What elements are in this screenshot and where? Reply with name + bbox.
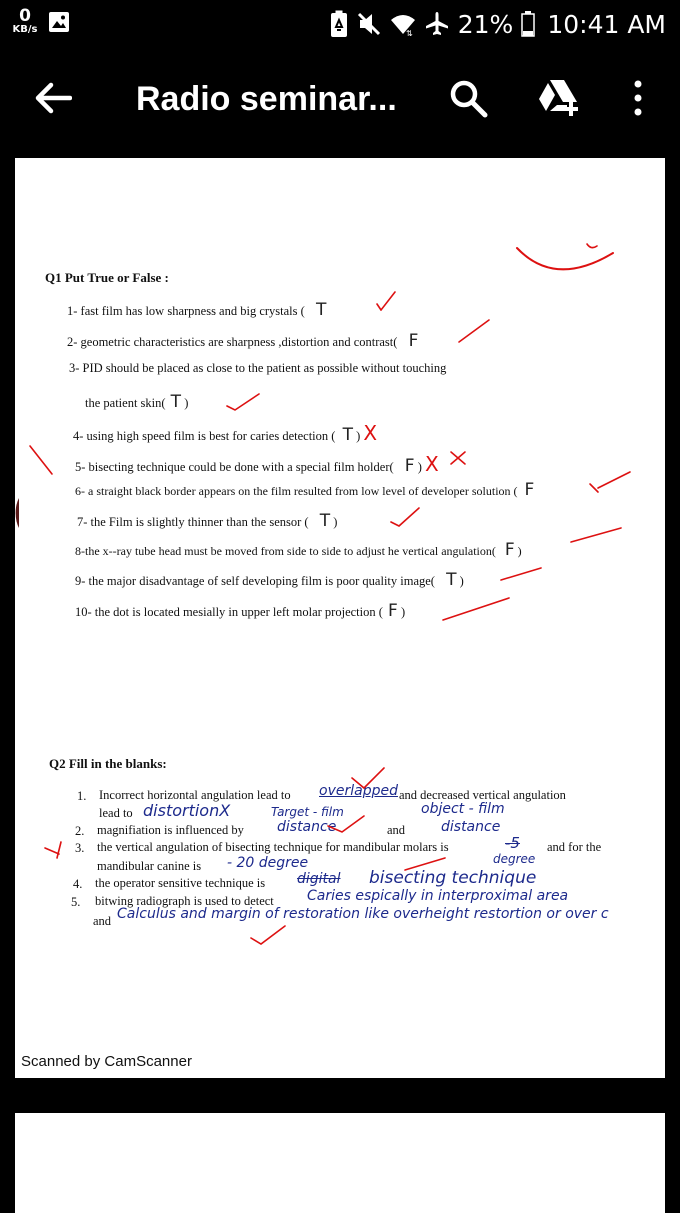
q2-item-5-and: and <box>93 914 112 928</box>
clock: 10:41 AM <box>547 9 666 39</box>
svg-text:⇅: ⇅ <box>405 29 413 36</box>
q1-answer: F <box>404 456 415 476</box>
q1-close-paren: ) <box>459 574 464 588</box>
q1-answer: F <box>408 331 419 351</box>
q1-close-paren: ) <box>184 396 189 410</box>
wifi-icon <box>390 12 416 36</box>
q2-item-5-answer-2: Calculus and margin of restoration like overheight restortion or over c <box>117 906 609 922</box>
q1-item-4 <box>73 421 377 445</box>
q1-item-10 <box>75 601 405 621</box>
q1-close-paren: ) <box>517 544 522 558</box>
mute-icon <box>356 11 382 37</box>
q1-heading: Q1 Put True or False : <box>45 270 169 285</box>
q1-item-text: 7- the Film is slightly thinner than the sensor ( <box>77 515 309 529</box>
grader-x-mark: X <box>424 452 439 476</box>
q1-item-text: 2- geometric characteristics are sharpness ,distortion and contrast( <box>67 335 398 349</box>
q2-item-3-text: the vertical angulation of bisecting technique for mandibular molars is <box>97 840 449 854</box>
q1-item-2 <box>67 331 418 351</box>
document-title: Radio seminar... <box>136 80 397 118</box>
q1-close-paren: ) <box>400 605 406 619</box>
q1-item-text: 4- using high speed film is best for caries detection ( <box>73 429 336 443</box>
drive-add-icon[interactable] <box>537 78 583 118</box>
q1-item-9 <box>75 570 464 590</box>
document-page-1[interactable] <box>15 158 665 1078</box>
q1-item-7 <box>77 511 337 531</box>
q2-item-4-answer: bisecting technique <box>369 868 537 888</box>
q1-answer: T <box>342 425 353 445</box>
q1-item-8 <box>75 540 522 560</box>
app-bar <box>0 48 680 152</box>
back-arrow-icon[interactable] <box>34 81 72 115</box>
q1-answer: T <box>446 570 457 590</box>
q1-item-3-cont <box>85 392 188 412</box>
q1-close-paren: ) <box>356 429 361 443</box>
q1-item-text: 10- the dot is located mesially in upper left molar projection ( <box>75 605 383 619</box>
q2-item-2-and: and <box>387 823 406 837</box>
network-speed <box>10 8 40 35</box>
q2-item-1-answer-2: distortionX <box>143 801 231 820</box>
q2-item-3-answer: -5 <box>505 834 520 852</box>
q1-item-text: 8-the x--ray tube head must be moved from side to side to adjust he vertical angulation( <box>75 544 496 558</box>
q1-item-1 <box>67 300 326 320</box>
search-icon[interactable] <box>449 79 489 119</box>
q2-item-4-text: the operator sensitive technique is <box>95 876 266 890</box>
q1-close-paren: ) <box>417 460 422 474</box>
battery-percent: 21% <box>457 9 514 39</box>
q1-answer: F <box>524 480 535 500</box>
q1-answer: T <box>315 300 327 320</box>
gallery-icon <box>48 11 70 33</box>
q2-item-3-answer-2: - 20 degree <box>227 855 309 871</box>
q1-item-text: 1- fast film has low sharpness and big crystals ( <box>67 304 305 318</box>
q2-item-1-text-2: and decreased vertical angulation <box>399 788 566 802</box>
q1-item-6 <box>75 480 534 500</box>
q2-item-4-num: 4. <box>73 877 83 891</box>
q2-item-2-num: 2. <box>75 824 85 838</box>
scanned-document <box>15 158 665 1078</box>
q2-item-1-note-2: object - film <box>421 801 505 817</box>
q2-item-5-text: bitwing radiograph is used to detect <box>95 894 274 908</box>
q2-heading: Q2 Fill in the blanks: <box>49 756 167 771</box>
q2-item-3-note: degree <box>493 852 536 866</box>
q1-close-paren: ) <box>333 515 338 529</box>
grader-x-mark: X <box>363 421 378 445</box>
document-page-2[interactable] <box>15 1113 665 1213</box>
q1-item-text: 5- bisecting technique could be done with a special film holder( <box>75 460 394 474</box>
q2-item-3-text-3: mandibular canine is <box>97 859 202 873</box>
q2-item-5-num: 5. <box>71 895 81 909</box>
battery-icon <box>521 11 535 37</box>
q1-answer: F <box>388 601 398 621</box>
q2-item-5-answer: Caries espically in interproximal area <box>307 888 569 904</box>
network-speed-unit: KB/s <box>12 24 38 35</box>
q1-item-5 <box>75 452 439 476</box>
q1-answer: T <box>170 392 182 412</box>
q2-item-3-num: 3. <box>75 841 85 855</box>
battery-saver-icon <box>330 10 348 38</box>
airplane-icon <box>424 11 450 37</box>
q2-item-1-num: 1. <box>77 789 87 803</box>
q1-answer: F <box>504 540 515 560</box>
q2-item-2-text: magnifiation is influenced by <box>97 823 244 837</box>
q1-item-text: 6- a straight black border appears on the film resulted from low level of developer solution ( <box>75 484 518 498</box>
q2-item-3-text-2: and for the <box>547 840 602 854</box>
q1-item-text: the patient skin( <box>85 396 166 410</box>
q2-item-1-note-1: Target - film <box>271 805 344 819</box>
status-bar <box>0 0 680 48</box>
q1-item-3: 3- PID should be placed as close to the patient as possible without touching <box>69 361 447 375</box>
q1-answer: T <box>319 511 331 531</box>
more-vert-icon[interactable] <box>628 78 648 118</box>
network-speed-value: 0 <box>19 6 31 26</box>
q1-item-text: 9- the major disadvantage of self developing film is poor quality image( <box>75 574 435 588</box>
q2-item-1-text-3: lead to <box>99 806 133 820</box>
q2-item-2-answer-1: distance <box>277 819 337 835</box>
q2-item-1-text: Incorrect horizontal angulation lead to <box>99 788 291 802</box>
q2-item-1-answer: overlapped <box>319 783 398 799</box>
q2-item-4-struck: digital <box>297 871 341 887</box>
scanner-watermark: Scanned by CamScanner <box>21 1053 192 1070</box>
q2-item-2-answer-2: distance <box>441 819 501 835</box>
